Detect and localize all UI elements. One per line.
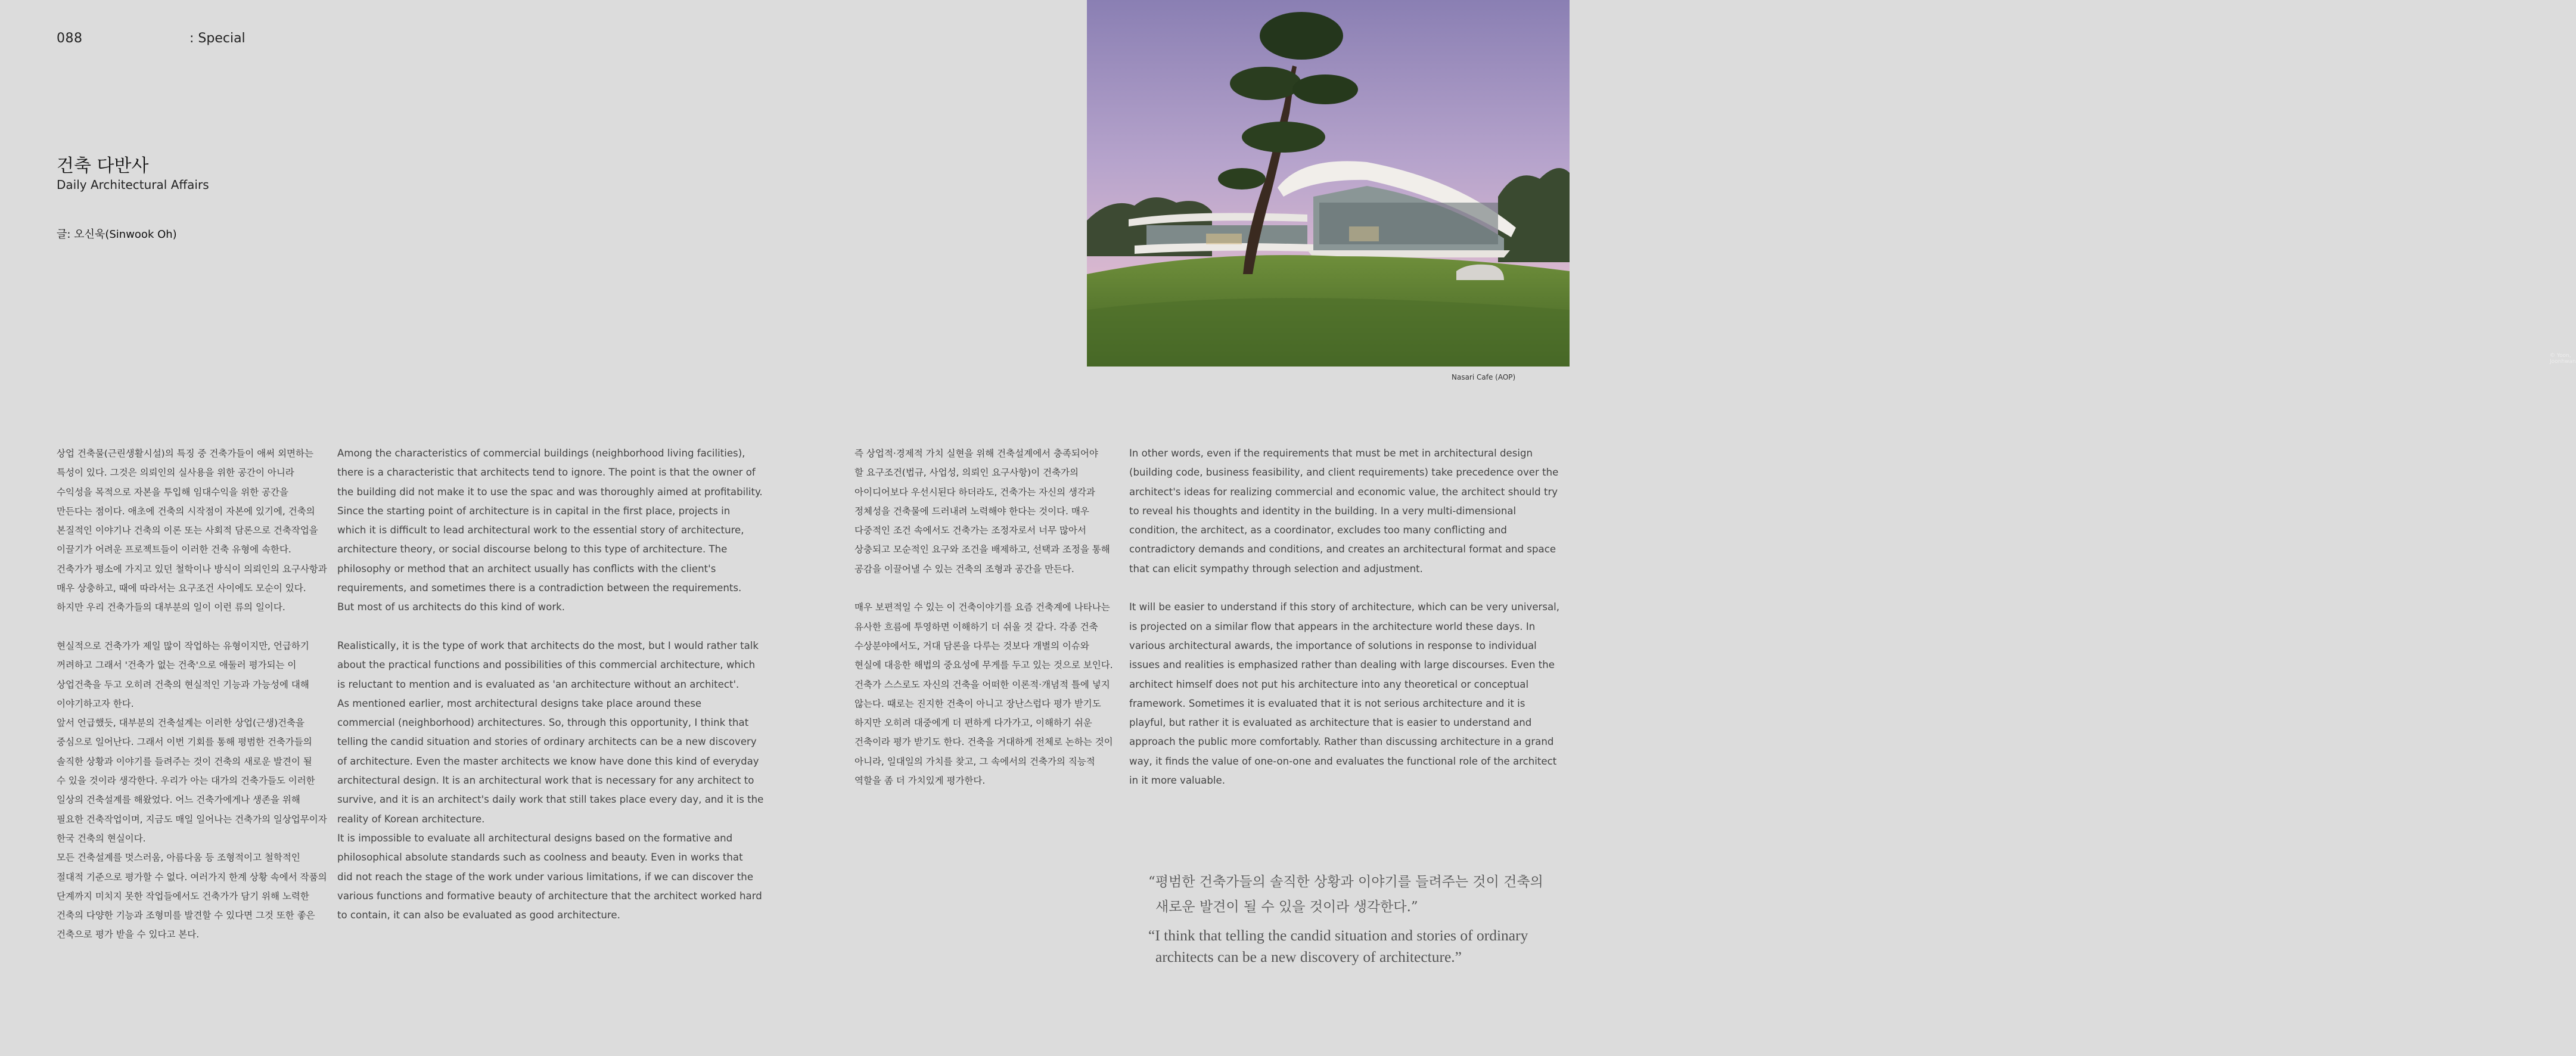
body-text-line: 수 있을 것이라 생각한다. 우리가 아는 대가의 건축가들도 이러한 — [57, 775, 315, 787]
body-text-line: 현실적으로 건축가가 제일 많이 작업하는 유형이지만, 언급하기 — [57, 640, 309, 651]
body-text-line: 상업건축을 두고 오히려 건축의 현실적인 기능과 가능성에 대해 — [57, 679, 309, 690]
pull-quote-english — [1148, 925, 1528, 968]
body-text-line: philosophical absolute standards such as coolness and beauty. Even in works that — [337, 852, 743, 864]
body-text-line: 매우 보편적일 수 있는 이 건축이야기를 요즘 건축계에 나타나는 — [854, 602, 1110, 613]
body-text-line: to reveal his thoughts and identity in the building. In a very multi-dimensional — [1129, 505, 1517, 517]
body-text-line: Among the characteristics of commercial buildings (neighborhood living facilities), — [337, 448, 745, 459]
body-text-line: 이야기하고자 한다. — [57, 698, 134, 709]
body-text-line: about the practical functions and possibilities of this commercial architecture, which — [337, 659, 756, 671]
body-text-line: 않는다. 때로는 진지한 건축이 아니고 장난스럽다 평가 받기도 — [854, 698, 1101, 709]
body-text-line: which it is difficult to lead architectural work to the essential story of architecture, — [337, 524, 744, 536]
body-text-line: 건축가가 평소에 가지고 있던 철학이나 방식이 의뢰인의 요구사항과 — [57, 563, 327, 574]
body-text-line: 특성이 있다. 그것은 의뢰인의 실사용을 위한 공간이 아니라 — [57, 467, 294, 479]
body-text-line: 상업 건축물(근린생활시설)의 특징 중 건축가들이 애써 외면하는 — [57, 448, 313, 459]
body-text-line: 아이디어보다 우선시된다 하더라도, 건축가는 자신의 생각과 — [854, 486, 1095, 498]
article-title-korean: 건축 다반사 — [57, 156, 149, 176]
body-text-line: 역할을 좀 더 가치있게 평가한다. — [854, 775, 986, 787]
body-text-line: It is impossible to evaluate all architectural designs based on the formative and — [337, 832, 733, 844]
body-text-line: 건축의 다양한 기능과 조형미를 발견할 수 있다면 그것 또한 좋은 — [57, 910, 315, 921]
body-text-line: 아니라, 일대일의 가치를 찾고, 그 속에서의 건축가의 직능적 — [854, 756, 1095, 767]
body-text-line — [57, 617, 327, 636]
pull-quote-korean-line: “평범한 건축가들의 솔직한 상황과 이야기를 들려주는 것이 건축의 — [1148, 874, 1543, 890]
body-text-line: architectural design. It is an architectural work that is necessary for any architect to — [337, 775, 754, 787]
body-text-line: issues and realities is emphasized rather than dealing with large discourses. Even the — [1129, 659, 1555, 671]
body-text-line: In other words, even if the requirements that must be met in architectural design — [1129, 448, 1533, 459]
body-column-korean-left — [57, 444, 327, 945]
body-text-line: is reluctant to mention and is evaluated as 'an architecture without an architect'. — [337, 678, 739, 690]
body-text-line — [1129, 579, 1559, 598]
body-text-line: philosophy or method that an architect usually has conflicts with the client's — [337, 563, 716, 574]
page-number: 088 — [57, 31, 83, 46]
body-text-line: Since the starting point of architecture is in capital in the first place, projects in — [337, 505, 731, 517]
body-text-line: 정체성을 건축물에 드러내려 노력해야 한다는 것이다. 매우 — [854, 505, 1089, 517]
body-text-line: 본질적인 이야기나 건축의 이론 또는 사회적 담론으로 건축작업을 — [57, 525, 318, 536]
body-text-line: there is a characteristic that architects tend to ignore. The point is that the owner of — [337, 467, 756, 479]
body-text-line: did not reach the stage of the work under various limitations, if we can discover the — [337, 871, 754, 883]
body-text-line: 할 요구조건(법규, 사업성, 의뢰인 요구사항)이 건축가의 — [854, 467, 1079, 479]
body-text-line: is projected on a similar flow that appears in the architecture world these days. In — [1129, 620, 1536, 632]
body-text-line: 매우 상충하고, 때에 따라서는 요구조건 사이에도 모순이 있다. — [57, 583, 306, 594]
body-text-line: requirements, and sometimes there is a contradiction between the requirements. — [337, 582, 742, 594]
body-column-english-left — [337, 444, 763, 925]
body-text-line: 건축으로 평가 받을 수 있다고 본다. — [57, 929, 200, 940]
body-text-line: As mentioned earlier, most architectural designs take place around these — [337, 697, 702, 709]
body-text-line: 한국 건축의 현실이다. — [57, 833, 146, 844]
pull-quote-korean-line: 새로운 발견이 될 수 있을 것이라 생각한다.” — [1155, 899, 1418, 915]
body-text-line: to contain, it can also be evaluated as good architecture. — [337, 909, 620, 921]
body-text-line: commercial (neighborhood) architectures. So, through this opportunity, I think that — [337, 717, 749, 729]
body-text-line: in it more valuable. — [1129, 775, 1225, 787]
body-text-line: But most of us architects do this kind of work. — [337, 601, 565, 613]
pull-quote-korean — [1148, 869, 1543, 920]
body-text-line: 수상분야에서도, 거대 담론을 다루는 것보다 개별의 이슈와 — [854, 640, 1089, 651]
body-text-line: 건축이라 평가 받기도 한다. 건축을 거대하게 전체로 논하는 것이 — [854, 737, 1113, 748]
body-text-line: 이끌기가 어려운 프로젝트들이 이러한 건축 유형에 속한다. — [57, 544, 291, 555]
body-text-line: way, it finds the value of one-on-one and evaluates the functional role of the architect — [1129, 755, 1557, 767]
article-title-english: Daily Architectural Affairs — [57, 178, 209, 192]
body-text-line: architect himself does not put his architecture into any theoretical or conceptual — [1129, 678, 1529, 690]
body-text-line: Realistically, it is the type of work that architects do the most, but I would rather talk — [337, 639, 759, 651]
body-text-line: of architecture. Even the master architects we know have done this kind of everyday — [337, 755, 759, 767]
body-text-line: reality of Korean architecture. — [337, 813, 485, 825]
body-text-line: 다중적인 조건 속에서도 건축가는 조정자로서 너무 많아서 — [854, 525, 1086, 536]
body-text-line: architecture theory, or social discourse belong to this type of architecture. The — [337, 543, 728, 555]
article-author: 글: 오신욱(Sinwook Oh) — [57, 228, 177, 241]
body-text-line: various architectural awards, the importance of solutions in response to individual — [1129, 639, 1537, 651]
body-text-line: playful, but rather it is evaluated as architecture that is easier to understand and — [1129, 717, 1532, 729]
body-text-line: 꺼려하고 그래서 '건축가 없는 건축'으로 애둘러 평가되는 이 — [57, 660, 297, 671]
body-text-line: the building did not make it to use the spac and was thoroughly aimed at profitability. — [337, 486, 763, 498]
section-label: : Special — [189, 31, 246, 46]
body-text-line: 유사한 흐름에 투영하면 이해하기 더 쉬울 것 같다. 각종 건축 — [854, 621, 1098, 632]
body-text-line: It will be easier to understand if this story of architecture, which can be very universal, — [1129, 601, 1560, 613]
body-text-line: (building code, business feasibility, and client requirements) take precedence over the — [1129, 467, 1559, 479]
body-text-line: 공감을 이끌어낼 수 있는 건축의 조형과 공간을 만든다. — [854, 563, 1074, 574]
body-text-line: 중심으로 일어난다. 그래서 이번 기회를 통해 평범한 건축가들의 — [57, 737, 312, 748]
body-text-line: 단계까지 미치지 못한 작업들에서도 건축가가 담기 위해 노력한 — [57, 890, 309, 902]
body-text-line: architect's ideas for realizing commercial and economic value, the architect should try — [1129, 486, 1558, 498]
body-text-line: survive, and it is an architect's daily work that still takes place every day, and it is the — [337, 794, 764, 806]
pull-quote-english-line: “I think that telling the candid situation and stories of ordinary — [1148, 927, 1528, 944]
pull-quote-english-line: architects can be a new discovery of architecture.” — [1155, 948, 1462, 965]
body-text-line: contradictory demands and conditions, and creates an architectural format and space — [1129, 543, 1556, 555]
body-text-line: 솔직한 상황과 이야기를 들려주는 것이 건축의 새로운 발견이 될 — [57, 756, 312, 767]
body-text-line: telling the candid situation and stories of ordinary architects can be a new discovery — [337, 736, 757, 748]
photo-credit: © Yoon, Joonhwan — [2550, 353, 2576, 365]
body-text-line: 현실에 대응한 해법의 중요성에 무게를 두고 있는 것으로 보인다. — [854, 660, 1113, 671]
photo-caption: Nasari Cafe (AOP) — [1452, 373, 1516, 381]
body-column-english-right — [1129, 444, 1559, 790]
body-text-line: 앞서 언급했듯, 대부분의 건축설계는 이러한 상업(근생)건축을 — [57, 718, 304, 729]
body-text-line: 하지만 우리 건축가들의 대부분의 일이 이런 류의 일이다. — [57, 602, 285, 613]
body-text-line: 하지만 오히려 대중에게 더 편하게 다가가고, 이해하기 쉬운 — [854, 718, 1092, 729]
body-text-line: framework. Sometimes it is evaluated that it is not serious architecture and it is — [1129, 697, 1525, 709]
body-text-line: 절대적 기준으로 평가할 수 없다. 여러가지 한계 상황 속에서 작품의 — [57, 871, 327, 883]
body-text-line: 즉 상업적·경제적 가치 실현을 위해 건축설계에서 충족되어야 — [854, 448, 1098, 459]
body-text-line: 건축가 스스로도 자신의 건축을 어떠한 이론적·개념적 틀에 넣지 — [854, 679, 1110, 690]
building-photo — [1087, 0, 2576, 367]
body-text-line: 모든 건축설계를 멋스러움, 아름다움 등 조형적이고 철학적인 — [57, 852, 300, 864]
body-text-line: that can elicit sympathy through selection and adjustment. — [1129, 563, 1423, 574]
body-text-line: approach the public more comfortably. Rather than discussing architecture in a grand — [1129, 736, 1554, 748]
body-column-korean-right — [854, 444, 1113, 790]
body-text-line: 필요한 건축작업이며, 지금도 매일 일어나는 건축가의 일상업무이자 — [57, 813, 327, 825]
body-text-line — [854, 579, 1113, 598]
body-text-line: 수익성을 목적으로 자본을 투입해 임대수익을 위한 공간을 — [57, 486, 288, 498]
body-text-line: 만든다는 점이다. 애초에 건축의 시작점이 자본에 있기에, 건축의 — [57, 505, 315, 517]
body-text-line — [337, 617, 763, 636]
body-text-line: 상충되고 모순적인 요구와 조건을 배제하고, 선택과 조정을 통해 — [854, 544, 1110, 555]
body-text-line: 일상의 건축설계를 해왔었다. 어느 건축가에게나 생존을 위해 — [57, 794, 300, 806]
body-text-line: various functions and formative beauty of architecture that the architect worked hard — [337, 890, 762, 902]
body-text-line: condition, the architect, as a coordinator, excludes too many conflicting and — [1129, 524, 1507, 536]
